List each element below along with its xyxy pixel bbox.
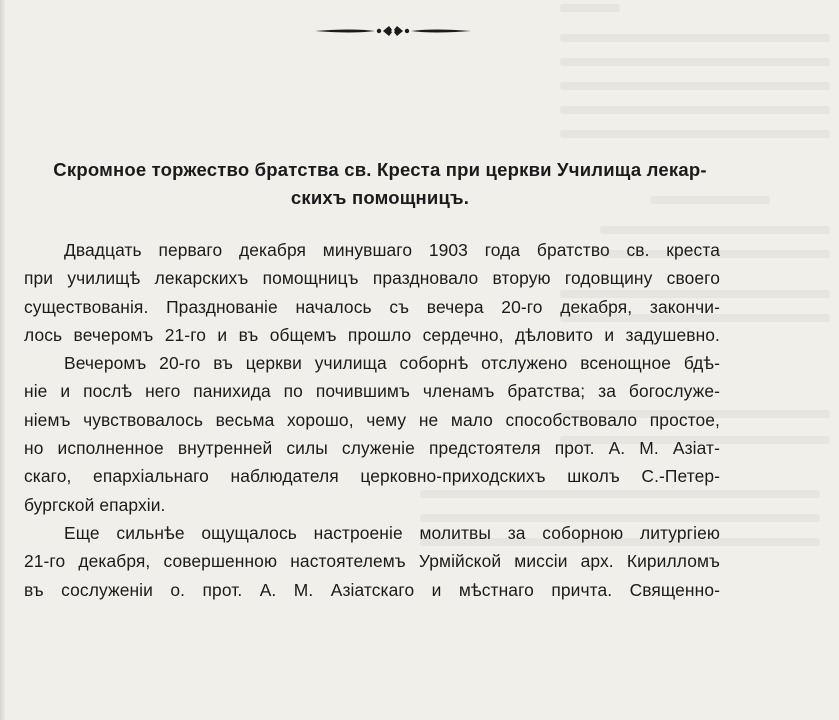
body-line: при училищѣ лекарскихъ помощницъ праздновало вторую годовщину своего (24, 268, 720, 289)
page-edge-shadow (0, 0, 6, 720)
body-line: лось вечеромъ 21-го и въ общемъ прошло сердечно, дѣловито и задушевно. (24, 324, 720, 345)
body-line: но исполненное внутренней силы служеніе предстоятеля прот. А. М. Азіат- (24, 438, 720, 459)
article-body (24, 236, 720, 604)
decorative-divider-icon (313, 22, 473, 40)
body-line: 21-го декабря, совершенною настоятелемъ Урмійской миссіи арх. Кирилломъ (24, 551, 720, 572)
heading-line: Скромное торжество братства св. Креста при церкви Училища лекар- (53, 159, 707, 180)
body-line: бургской епархіи. (24, 494, 166, 515)
article-heading (20, 156, 740, 212)
body-line: въ сослуженіи о. прот. А. М. Азіатскаго и мѣстнаго причта. Священно- (24, 579, 720, 600)
body-line: скаго, епархіальнаго наблюдателя церковно-приходскихъ школъ С.-Петер- (24, 466, 720, 487)
body-line: существованія. Празднованіе началось съ вечера 20-го декабря, закончи- (24, 296, 720, 317)
heading-line: скихъ помощницъ. (290, 187, 470, 208)
body-line: ніе и послѣ него панихида по почившимъ членамъ братства; за богослуже- (24, 381, 720, 402)
body-line: Вечеромъ 20-го въ церкви училища соборнѣ отслужено всенощное бдѣ- (64, 353, 720, 374)
body-line: ніемъ чувствовалось весьма хорошо, чему не мало способствовало простое, (24, 409, 720, 430)
body-line: Еще сильнѣе ощущалось настроеніе молитвы за соборною литургіею (64, 522, 720, 543)
body-line: Двадцать перваго декабря минувшаго 1903 года братство св. креста (64, 240, 720, 260)
